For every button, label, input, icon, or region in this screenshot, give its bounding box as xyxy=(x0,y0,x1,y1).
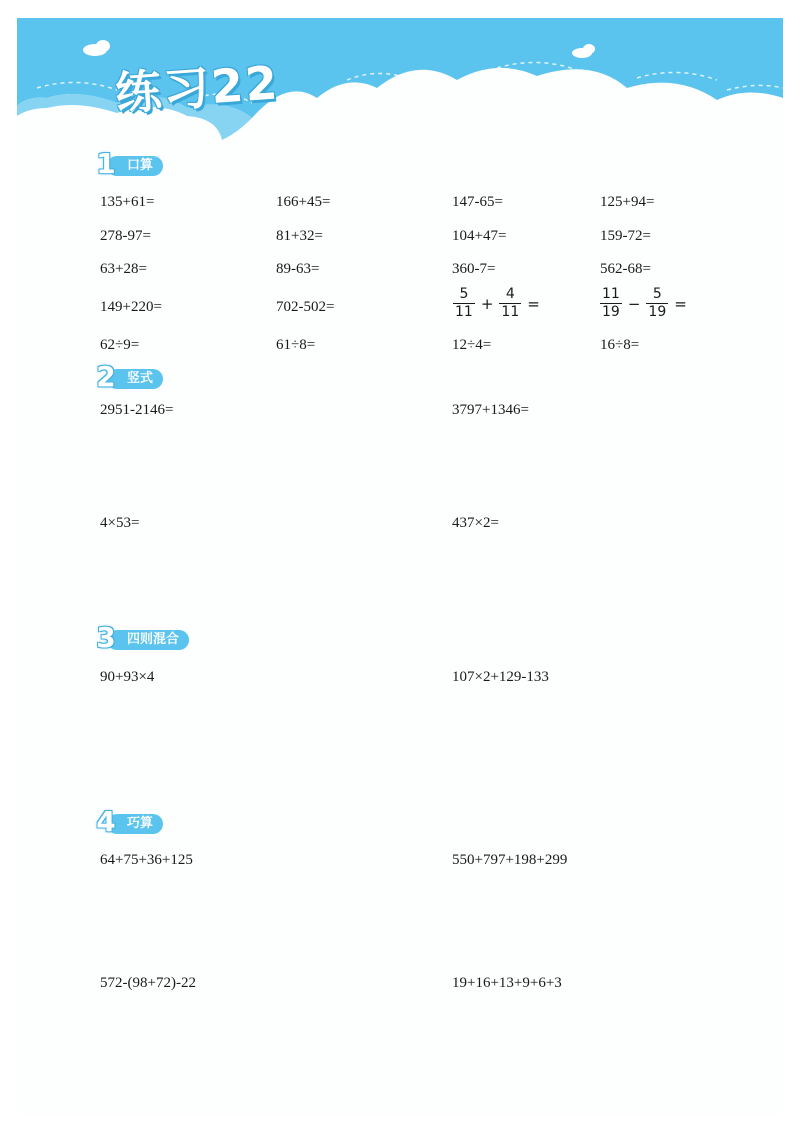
section-number: 4 xyxy=(96,805,116,838)
oral-problem: 16÷8= xyxy=(600,337,640,353)
oral-problem: 104+47= xyxy=(452,228,507,244)
vertical-problem: 437×2= xyxy=(452,515,499,531)
oral-problem: 12÷4= xyxy=(452,337,492,353)
fraction: $\frac{5}{19}$ xyxy=(648,286,667,320)
clever-problem: 64+75+36+125 xyxy=(100,852,193,868)
section-number: 1 xyxy=(96,147,116,180)
fraction-problem: $\frac{5}{11}$ + $\frac{4}{11}$ = xyxy=(455,286,540,320)
fraction: $\frac{5}{11}$ xyxy=(455,286,473,320)
fraction: $\frac{11}{19}$ xyxy=(602,286,620,320)
section-label: 口算 xyxy=(107,156,163,176)
oral-problem: 149+220= xyxy=(100,299,162,315)
oral-problem: 159-72= xyxy=(600,228,651,244)
fraction-problem: $\frac{11}{19}$ − $\frac{5}{19}$ = xyxy=(602,286,687,320)
section-label: 四则混合 xyxy=(107,630,189,650)
mixed-problem: 107×2+129-133 xyxy=(452,669,549,685)
oral-problem: 135+61= xyxy=(100,194,155,210)
section-number: 2 xyxy=(96,360,116,393)
vertical-problem: 3797+1346= xyxy=(452,402,529,418)
oral-problem: 62÷9= xyxy=(100,337,140,353)
section-label: 竖式 xyxy=(107,369,163,389)
clever-problem: 19+16+13+9+6+3 xyxy=(452,975,562,991)
mixed-problem: 90+93×4 xyxy=(100,669,155,685)
oral-problem: 166+45= xyxy=(276,194,331,210)
vertical-problem: 4×53= xyxy=(100,515,140,531)
vertical-problem: 2951-2146= xyxy=(100,402,174,418)
clever-problem: 550+797+198+299 xyxy=(452,852,568,868)
oral-problem: 702-502= xyxy=(276,299,335,315)
oral-problem: 562-68= xyxy=(600,261,651,277)
oral-problem: 89-63= xyxy=(276,261,320,277)
oral-problem: 61÷8= xyxy=(276,337,316,353)
oral-problem: 278-97= xyxy=(100,228,151,244)
oral-problem: 63+28= xyxy=(100,261,147,277)
page-title: 练习22 xyxy=(113,55,281,121)
section-label: 巧算 xyxy=(107,814,163,834)
clever-problem: 572-(98+72)-22 xyxy=(100,975,196,991)
oral-problem: 81+32= xyxy=(276,228,323,244)
oral-problem: 125+94= xyxy=(600,194,655,210)
worksheet xyxy=(17,18,783,1114)
oral-problem: 147-65= xyxy=(452,194,503,210)
section-number: 3 xyxy=(96,621,116,654)
oral-problem: 360-7= xyxy=(452,261,496,277)
fraction: $\frac{4}{11}$ xyxy=(501,286,520,320)
